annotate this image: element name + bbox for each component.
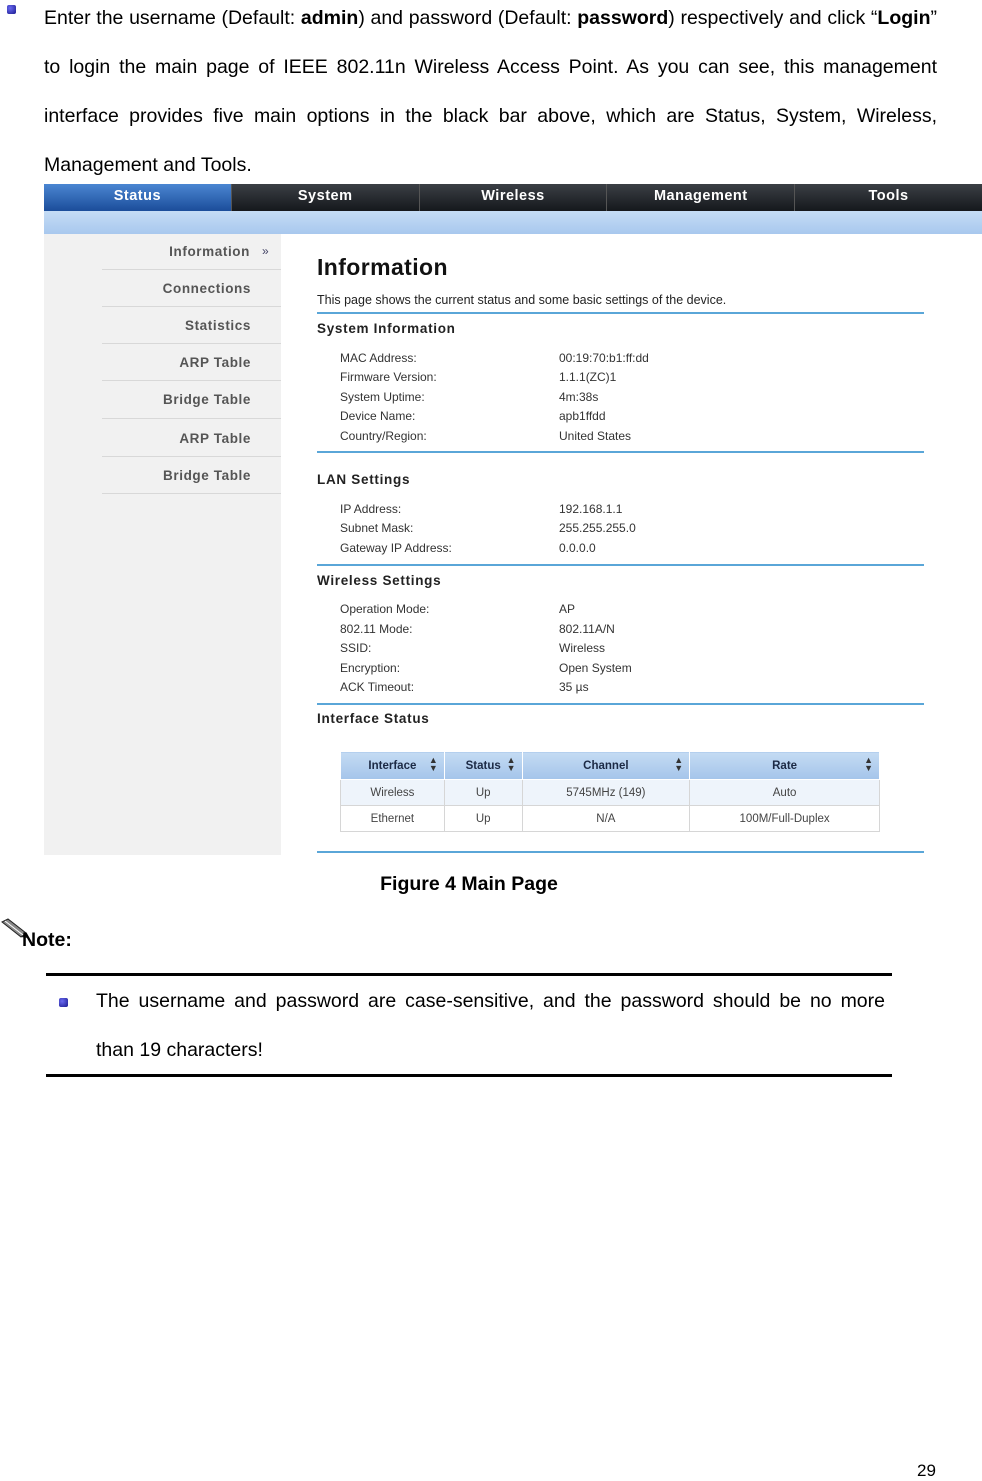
section-divider xyxy=(317,851,924,853)
page-number: 29 xyxy=(917,1461,936,1480)
mac-address-value: 00:19:70:b1:ff:dd xyxy=(559,351,649,365)
sub-bar xyxy=(44,211,982,234)
sidebar-divider xyxy=(102,269,281,270)
table-cell: 100M/Full-Duplex xyxy=(690,806,880,832)
sort-icon: ▲ ▼ xyxy=(506,755,516,773)
table-cell: Auto xyxy=(690,780,880,806)
system-info-heading: System Information xyxy=(317,321,456,336)
column-header-status[interactable] xyxy=(444,752,522,780)
sidebar-item-connections[interactable]: Connections xyxy=(162,281,251,296)
system-uptime-value: 4m:38s xyxy=(559,390,599,404)
80211-mode-value: 802.11A/N xyxy=(559,622,615,636)
column-header-channel[interactable] xyxy=(522,752,690,780)
sidebar-item-statistics[interactable]: Statistics xyxy=(184,318,251,333)
sidebar-item-arp-table[interactable]: ARP Table xyxy=(179,355,251,370)
column-header-interface[interactable] xyxy=(341,752,445,780)
sort-icon: ▲ ▼ xyxy=(864,755,873,773)
nav-tab-management[interactable]: Management xyxy=(607,184,795,211)
sidebar-divider xyxy=(102,418,281,419)
firmware-version-label: Firmware Version: xyxy=(340,370,437,384)
wireless-settings-heading: Wireless Settings xyxy=(317,573,442,588)
operation-mode-value: AP xyxy=(559,602,576,616)
gateway-ip-label: Gateway IP Address: xyxy=(340,541,452,555)
operation-mode-label: Operation Mode: xyxy=(340,602,430,616)
note-label: Note: xyxy=(22,929,72,951)
device-name-label: Device Name: xyxy=(340,409,416,423)
sort-icon: ▲ ▼ xyxy=(674,755,684,773)
sidebar-divider xyxy=(102,493,281,494)
ssid-value: Wireless xyxy=(559,641,606,655)
ip-address-label: IP Address: xyxy=(340,502,402,516)
interface-status-heading: Interface Status xyxy=(317,711,430,726)
encryption-value: Open System xyxy=(559,661,632,675)
table-cell: Up xyxy=(444,806,522,832)
section-divider xyxy=(317,451,924,453)
column-header-label: Channel xyxy=(583,759,629,772)
figure-caption: Figure 4 Main Page xyxy=(380,873,558,895)
column-header-label: Interface xyxy=(368,759,417,772)
sidebar-item-arp-table-2[interactable]: ARP Table xyxy=(179,431,251,446)
content-area xyxy=(281,234,982,855)
intro-text-2: ) and password (Default: xyxy=(358,7,578,29)
intro-text-3: ) respectively and click “ xyxy=(668,7,878,29)
country-region-value: United States xyxy=(559,429,632,443)
page-title: Information xyxy=(317,254,448,280)
bullet-icon xyxy=(59,998,68,1007)
ip-address-value: 192.168.1.1 xyxy=(559,502,623,516)
ssid-label: SSID: xyxy=(340,641,372,655)
mac-address-label: MAC Address: xyxy=(340,351,417,365)
table-row xyxy=(341,780,880,806)
note-paragraph: The username and password are case-sensitive, and the password should be no more than 19 characters! xyxy=(96,990,885,1061)
sidebar-divider xyxy=(102,343,281,344)
encryption-label: Encryption: xyxy=(340,661,401,675)
sort-icon: ▲ ▼ xyxy=(428,755,438,773)
column-header-label: Rate xyxy=(772,759,798,772)
table-row xyxy=(341,806,880,832)
sidebar-divider xyxy=(102,456,281,457)
sidebar-item-information[interactable]: Information xyxy=(169,244,250,259)
country-region-label: Country/Region: xyxy=(340,429,427,443)
sidebar-item-bridge-table[interactable]: Bridge Table xyxy=(163,392,251,407)
interface-status-table xyxy=(340,751,880,832)
note-bottom-rule xyxy=(46,1074,892,1077)
note-top-rule xyxy=(46,973,892,976)
sidebar-divider xyxy=(102,380,281,381)
intro-text-1: Enter the username (Default: xyxy=(44,7,301,29)
80211-mode-label: 802.11 Mode: xyxy=(340,622,413,636)
main-page-screenshot xyxy=(44,184,982,855)
default-username: admin xyxy=(300,7,359,29)
login-word: Login xyxy=(877,7,931,29)
section-divider xyxy=(317,312,924,314)
sidebar xyxy=(44,234,281,855)
gateway-ip-value: 0.0.0.0 xyxy=(559,541,596,555)
section-divider xyxy=(317,564,924,566)
nav-tab-tools[interactable]: Tools xyxy=(868,188,909,204)
subnet-mask-value: 255.255.255.0 xyxy=(559,521,636,535)
intro-text-4: ” to login the main page of IEEE 802.11n Wireless Access Point. As you can see, this management interface provides five main options in the black bar above, which are Status, System, Wireless, Management and Tools. xyxy=(44,7,937,176)
top-navigation xyxy=(44,184,982,211)
nav-tab-system[interactable]: System xyxy=(232,184,420,211)
note-text xyxy=(96,977,885,1075)
table-cell: N/A xyxy=(522,806,690,832)
column-header-rate[interactable] xyxy=(690,752,880,780)
bullet-icon xyxy=(7,5,16,14)
firmware-version-value: 1.1.1(ZC)1 xyxy=(559,370,617,384)
table-cell: 5745MHz (149) xyxy=(522,780,690,806)
ack-timeout-value: 35 µs xyxy=(559,680,589,694)
table-cell: Wireless xyxy=(341,780,445,806)
subnet-mask-label: Subnet Mask: xyxy=(340,521,414,535)
column-header-label: Status xyxy=(465,759,501,772)
lan-settings-heading: LAN Settings xyxy=(317,472,411,487)
system-uptime-label: System Uptime: xyxy=(340,390,425,404)
sidebar-item-bridge-table-2[interactable]: Bridge Table xyxy=(163,468,251,483)
nav-tab-wireless[interactable]: Wireless xyxy=(420,184,608,211)
table-cell: Up xyxy=(444,780,522,806)
default-password: password xyxy=(577,7,669,29)
sidebar-divider xyxy=(102,306,281,307)
page-description: This page shows the current status and some basic settings of the device. xyxy=(317,293,727,307)
double-chevron-right-icon: » xyxy=(262,244,269,258)
intro-paragraph xyxy=(44,0,937,190)
section-divider xyxy=(317,703,924,705)
nav-tab-status[interactable]: Status xyxy=(44,184,232,211)
device-name-value: apb1ffdd xyxy=(559,409,606,423)
ack-timeout-label: ACK Timeout: xyxy=(340,680,415,694)
table-cell: Ethernet xyxy=(341,806,445,832)
